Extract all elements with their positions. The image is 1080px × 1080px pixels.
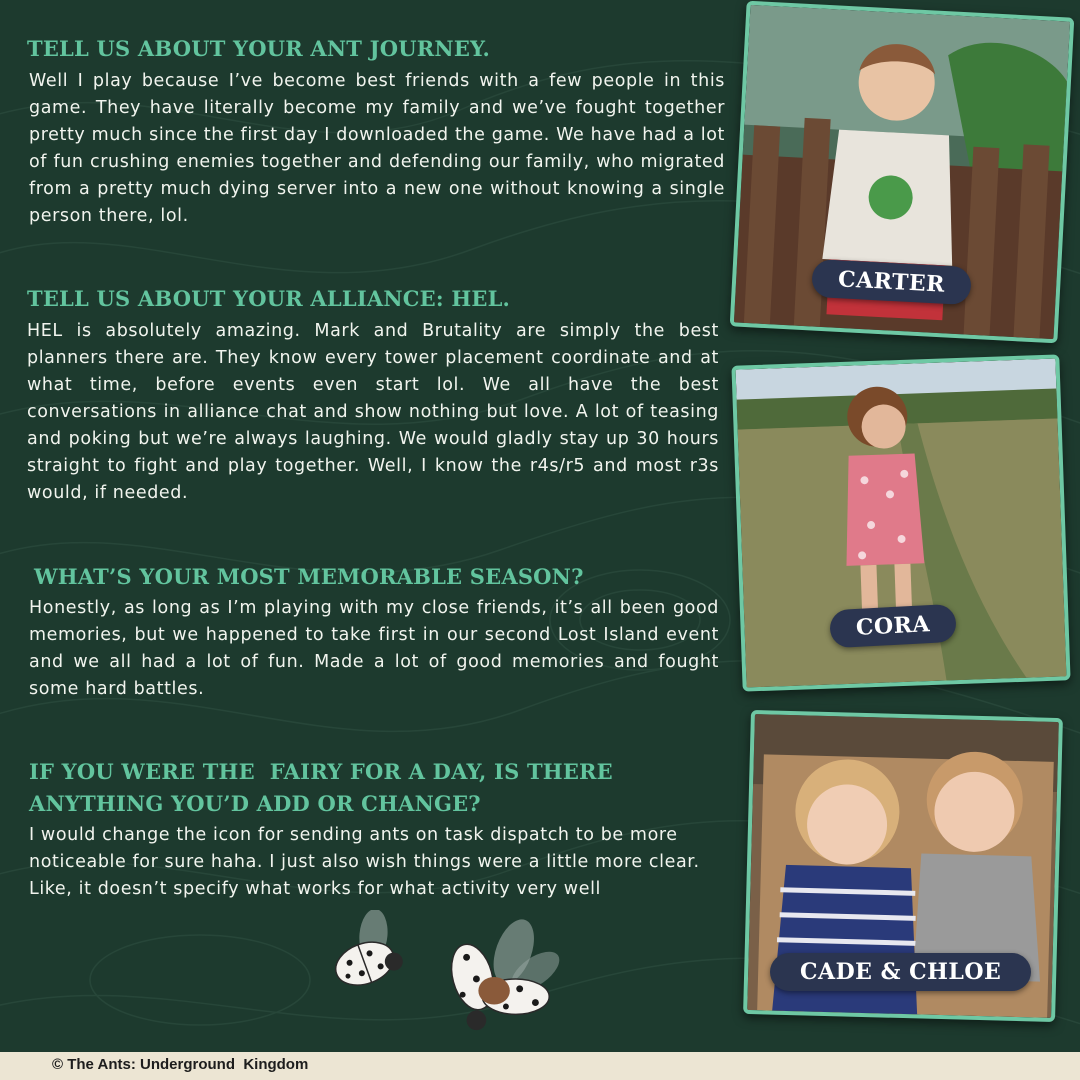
ladybug-icon <box>436 918 566 1036</box>
ladybug-icon <box>318 910 418 1000</box>
section-body-fairy: I would change the icon for sending ants on task dispatch to be more noticeable for sure haha. I just also wish things were a little more clear. Like, it doesn’t specify what works for what activity very well <box>29 825 700 899</box>
photo-label-cora: CORA <box>829 604 957 649</box>
section-heading-memorable-season: WHAT’S YOUR MOST MEMORABLE SEASON? <box>34 564 584 589</box>
footer-bar <box>0 1052 1080 1080</box>
photo-label-cade-chloe: CADE & CHLOE <box>770 953 1031 991</box>
section-body-memorable-season: Honestly, as long as I’m playing with my close friends, it’s all been good memories, but we happened to take first in our second Lost Island event and we all had a lot of fun. Made a lot of good memories and fought some hard battles. <box>29 598 719 699</box>
section-heading-fairy: IF YOU WERE THE FAIRY FOR A DAY, IS THERE ANYTHING YOU’D ADD OR CHANGE? <box>29 759 613 816</box>
section-body-alliance: HEL is absolutely amazing. Mark and Brutality are simply the best planners there are. They know every tower placement coordinate and at what time, before events even start lol. We all have the best conversations in alliance chat and show nothing but love. A lot of teasing and poking but we’re always laughing. We would gladly stay up 30 hours straight to fight and play together. Well, I know the r4s/r5 and most r3s would, if needed. <box>27 321 719 503</box>
footer-copyright: © The Ants: Underground Kingdom <box>52 1056 309 1073</box>
photo-label-carter: CARTER <box>811 259 972 305</box>
section-heading-alliance: TELL US ABOUT YOUR ALLIANCE: HEL. <box>27 286 511 311</box>
section-heading-ant-journey: TELL US ABOUT YOUR ANT JOURNEY. <box>27 36 491 61</box>
section-body-ant-journey: Well I play because I’ve become best friends with a few people in this game. They have literally become my family and we’ve fought together pretty much since the first day I downloaded the game. We have had a lot of fun crushing enemies together and defending our family, who migrated from a pretty much dying server into a new one without knowing a single person there, lol. <box>29 71 725 226</box>
